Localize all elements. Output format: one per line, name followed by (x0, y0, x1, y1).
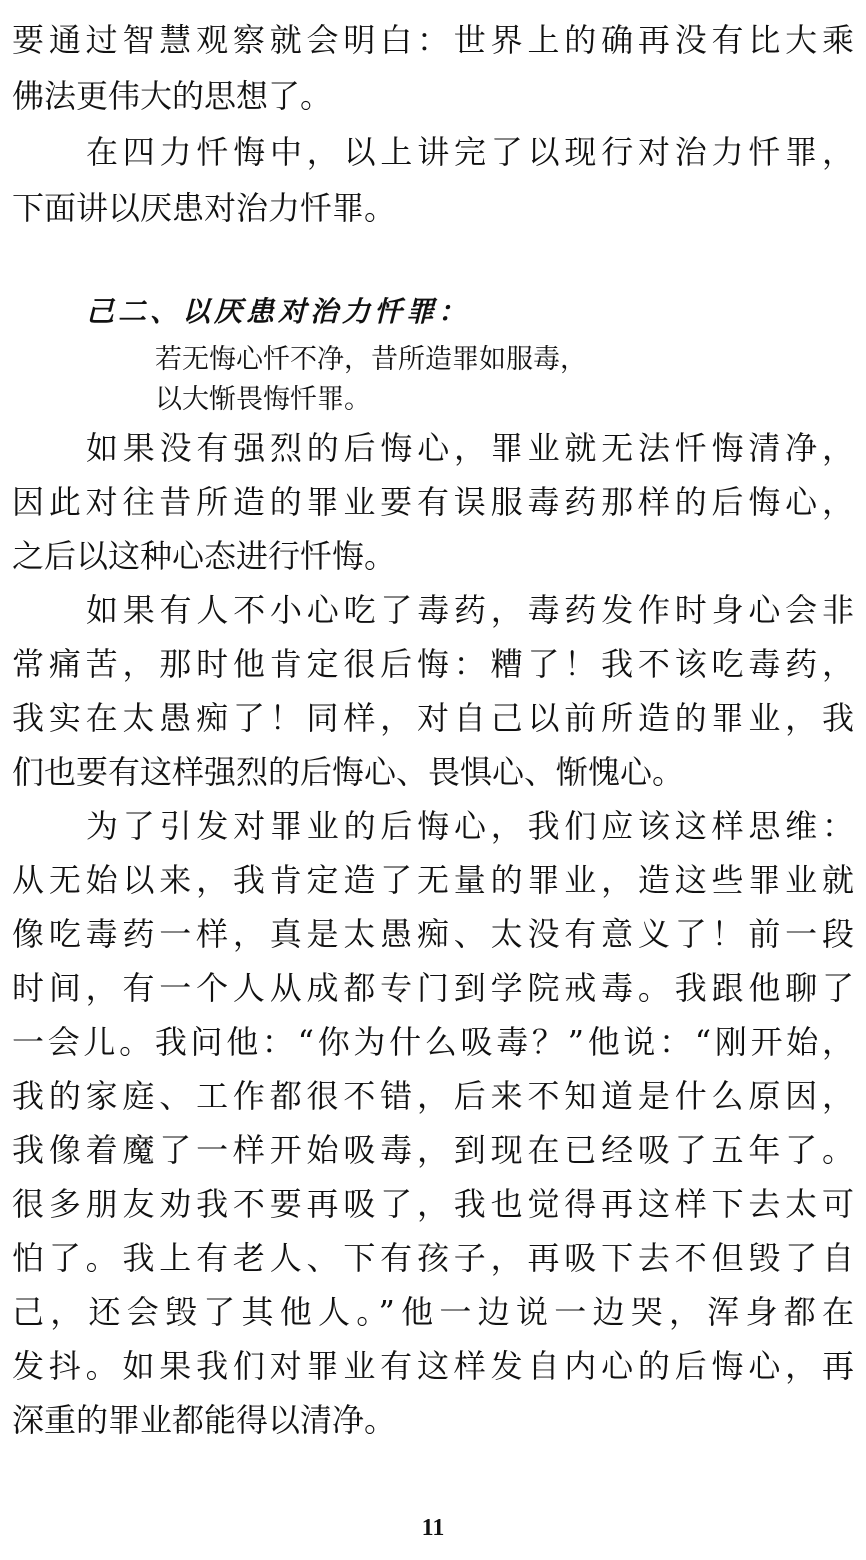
paragraph-5-line-7: 我像着魔了一样开始吸毒，到现在已经吸了五年了。 (12, 1131, 854, 1169)
page-number: 11 (421, 1515, 445, 1541)
paragraph-2-line-1: 在四力忏悔中，以上讲完了以现行对治力忏罪， (86, 133, 854, 171)
paragraph-5-line-12: 深重的罪业都能得以清净。 (12, 1401, 397, 1439)
paragraph-4-line-3: 我实在太愚痴了！同样，对自己以前所造的罪业，我 (12, 699, 854, 737)
paragraph-3-line-2: 因此对往昔所造的罪业要有误服毒药那样的后悔心， (12, 483, 854, 521)
paragraph-5-line-11: 发抖。如果我们对罪业有这样发自内心的后悔心，再 (12, 1347, 854, 1385)
paragraph-4-line-2: 常痛苦，那时他肯定很后悔：糟了！我不该吃毒药， (12, 645, 854, 683)
paragraph-5-line-9: 怕了。我上有老人、下有孩子，再吸下去不但毁了自 (12, 1239, 854, 1277)
paragraph-1-line-1: 要通过智慧观察就会明白：世界上的确再没有比大乘 (12, 21, 854, 59)
paragraph-5-line-5: 一会儿。我问他：“你为什么吸毒？”他说：“刚开始， (12, 1023, 854, 1061)
verse-line-1: 若无悔心忏不净，昔所造罪如服毒， (155, 344, 587, 375)
verse-line-2: 以大惭畏悔忏罪。 (155, 384, 371, 415)
paragraph-2-line-2: 下面讲以厌患对治力忏罪。 (12, 189, 397, 227)
paragraph-5-line-4: 时间，有一个人从成都专门到学院戒毒。我跟他聊了 (12, 969, 854, 1007)
paragraph-3-line-1: 如果没有强烈的后悔心，罪业就无法忏悔清净， (86, 429, 854, 467)
paragraph-5-line-1: 为了引发对罪业的后悔心，我们应该这样思维： (86, 807, 854, 845)
paragraph-5-line-10: 己，还会毁了其他人。”他一边说一边哭，浑身都在 (12, 1293, 854, 1331)
paragraph-1-line-2: 佛法更伟大的思想了。 (12, 77, 333, 115)
paragraph-5-line-8: 很多朋友劝我不要再吸了，我也觉得再这样下去太可 (12, 1185, 854, 1223)
section-heading: 己二、以厌患对治力忏罪： (86, 295, 471, 328)
paragraph-3-line-3: 之后以这种心态进行忏悔。 (12, 537, 397, 575)
paragraph-4-line-4: 们也要有这样强烈的后悔心、畏惧心、惭愧心。 (12, 753, 685, 791)
paragraph-4-line-1: 如果有人不小心吃了毒药，毒药发作时身心会非 (86, 591, 854, 629)
paragraph-5-line-6: 我的家庭、工作都很不错，后来不知道是什么原因， (12, 1077, 854, 1115)
paragraph-5-line-3: 像吃毒药一样，真是太愚痴、太没有意义了！前一段 (12, 915, 854, 953)
paragraph-5-line-2: 从无始以来，我肯定造了无量的罪业，造这些罪业就 (12, 861, 854, 899)
